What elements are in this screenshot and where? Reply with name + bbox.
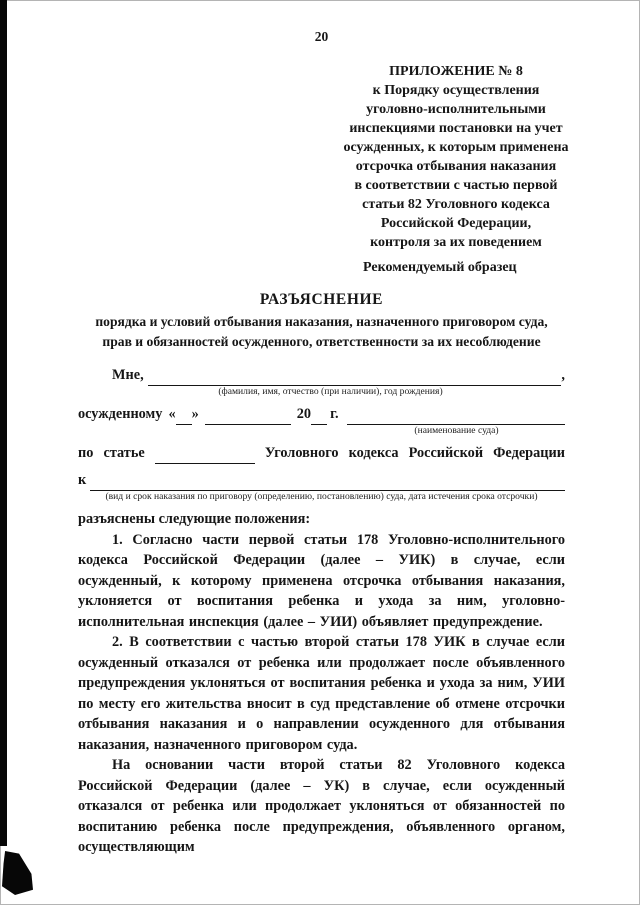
- form-word: кодекса: [348, 445, 399, 461]
- court-field-caption: (наименование суда): [414, 425, 499, 436]
- body-paragraph-3: На основании части второй статьи 82 Уголовного кодекса Российской Федерации (далее – УК) в случае, если осужденный отказался от ребенка или продолжает уклоняться от обязанностей по воспитанию ребенка после предупреждения, объявленного органом, осуществляющим: [78, 757, 565, 855]
- page-content: [78, 28, 569, 858]
- appendix-line: осужденных, к которым применена: [343, 140, 569, 155]
- form-word: по: [78, 445, 94, 461]
- form-word: статье: [103, 445, 145, 461]
- appendix-line: ПРИЛОЖЕНИЕ № 8: [389, 64, 523, 79]
- body-paragraph-1: 1. Согласно части первой статьи 178 Уголовно-исполнительного кодекса Российской Федерации (далее – УИК) в случае, если осужденный, к которому применена отсрочка отбывания наказания, уклоняется от воспитания ребенка и ухода за ним, уголовно-исполнительная инспекция (далее – УИИ) объявляет предупреждение.: [78, 531, 565, 630]
- form-line1-trailing-comma: ,: [561, 367, 565, 383]
- document-title: РАЗЪЯСНЕНИЕ: [259, 291, 384, 308]
- form-label-convicted: осужденному: [78, 406, 163, 422]
- open-quote: «: [168, 406, 176, 422]
- form-word: Федерации: [493, 445, 565, 461]
- full-name-field-caption: (фамилия, имя, отчество (при наличии), год рождения): [218, 386, 443, 397]
- document-subtitle-line1: порядка и условий отбывания наказания, назначенного приговором суда,: [95, 314, 548, 329]
- punishment-field-caption: (вид и срок наказания по приговору (определению, постановлению) суда, дата истечения срока отсрочки): [105, 491, 538, 502]
- court-name-blank-field: [347, 410, 565, 425]
- article-number-blank-field: [155, 449, 255, 464]
- close-quote: »: [191, 406, 199, 422]
- form-label-mne: Мне,: [112, 367, 144, 383]
- appendix-line: отсрочка отбывания наказания: [355, 159, 557, 174]
- form-line-full-name: [78, 365, 565, 386]
- appendix-header: [322, 62, 590, 252]
- appendix-line: инспекциями постановки на учет: [349, 121, 563, 136]
- year-blank-field: [311, 410, 327, 425]
- year-suffix: г.: [330, 406, 339, 422]
- appendix-line: к Порядку осуществления: [372, 83, 540, 98]
- month-blank-field: [205, 410, 291, 425]
- appendix-line: контроля за их поведением: [370, 235, 542, 250]
- day-blank-field: [176, 410, 192, 425]
- appendix-line: Российской Федерации,: [380, 216, 532, 231]
- form-line-article: [78, 443, 565, 464]
- recommended-sample-label: Рекомендуемый образец: [363, 260, 517, 275]
- scan-corner-artifact: [2, 851, 33, 895]
- form-word: Уголовного: [264, 445, 339, 461]
- punishment-blank-field: [90, 476, 565, 491]
- form-label-k: к: [78, 472, 87, 488]
- provisions-intro: разъяснены следующие положения:: [78, 511, 311, 527]
- body-paragraph-2: 2. В соответствии с частью второй статьи 178 УИК в случае если осужденный отказался от ребенка или продолжает после объявленного предупреждения уклоняться от воспитания ребенка и ухода за ним, УИИ по месту его жительства вносит в суд представление об отмене отсрочки отбывания наказания и о направлении осужденного для отбывания наказания, назначенного приговором суда.: [78, 634, 565, 753]
- form-line-punishment: [78, 470, 565, 491]
- scan-edge-artifact: [0, 0, 7, 846]
- appendix-line: уголовно-исполнительными: [366, 102, 546, 117]
- document-subtitle-line2: прав и обязанностей осужденного, ответственности за их несоблюдение: [102, 334, 541, 349]
- appendix-line: статьи 82 Уголовного кодекса: [362, 197, 550, 212]
- appendix-line: в соответствии с частью первой: [354, 178, 558, 193]
- form-line-sentence-date-court: [78, 404, 565, 425]
- full-name-blank-field: [148, 371, 562, 386]
- page-number: 20: [314, 29, 329, 44]
- year-prefix: 20: [296, 406, 312, 422]
- form-word: Российской: [408, 445, 484, 461]
